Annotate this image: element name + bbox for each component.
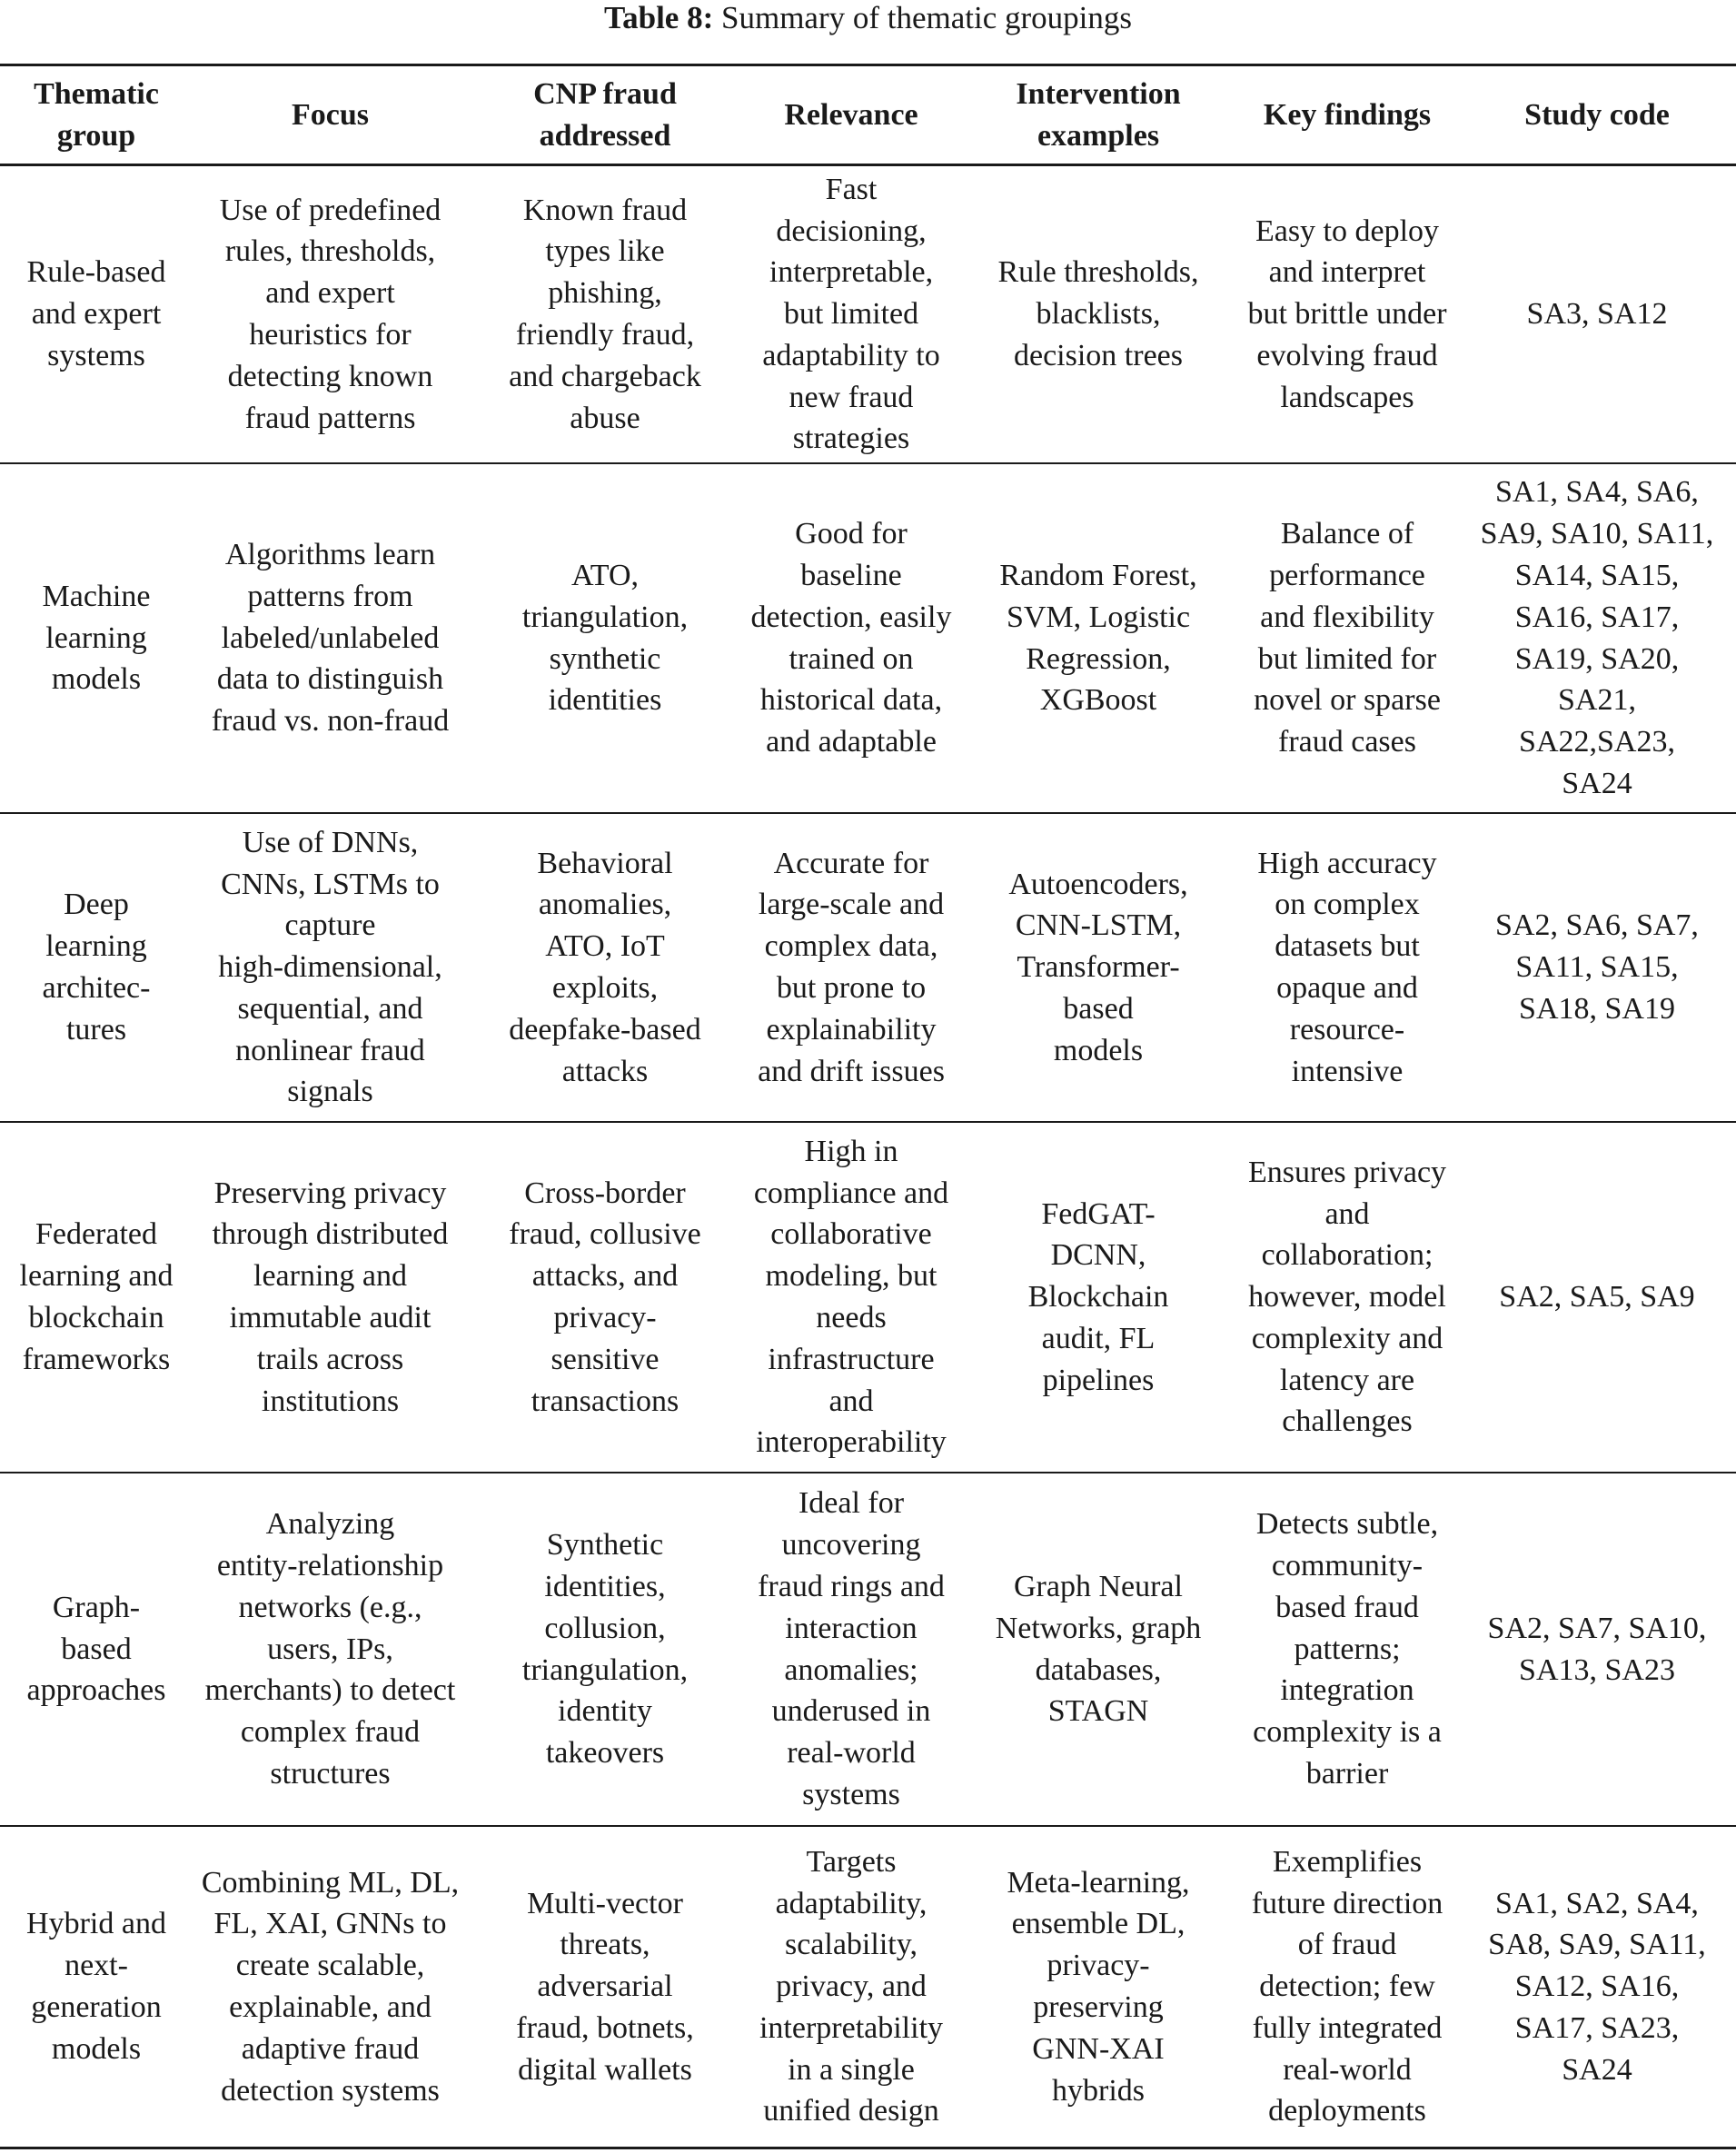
cell-findings: Balance of performance and flexibility but limited for novel or sparse fraud cases	[1254, 517, 1441, 759]
cell-relevance: Good for baseline detection, easily trained on historical data, and adaptable	[750, 517, 952, 759]
cell-findings: Ensures privacy and collaboration; however, model complexity and latency are challenges	[1247, 1155, 1447, 1439]
table-row	[0, 165, 1736, 464]
cell-focus: Combining ML, DL, FL, XAI, GNNs to create scalable, explainable, and adaptive fraud detection systems	[201, 1865, 460, 2108]
cell-interventions: FedGAT- DCNN, Blockchain audit, FL pipelines	[1027, 1196, 1169, 1397]
cell-group: Deep learning architec- tures	[42, 888, 151, 1047]
cell-interventions: Random Forest, SVM, Logistic Regression, XGBoost	[999, 558, 1197, 718]
cell-findings: Detects subtle, community- based fraud patterns; integration complexity is a barrier	[1253, 1507, 1442, 1791]
cell-group: Graph- based approaches	[26, 1590, 166, 1708]
table-row	[0, 1473, 1736, 1826]
cell-cnp: Synthetic identities, collusion, triangulation, identity takeovers	[521, 1528, 689, 1771]
cell-group: Rule-based and expert systems	[26, 255, 166, 372]
cell-focus: Preserving privacy through distributed learning and immutable audit trails across institutions	[212, 1176, 449, 1418]
cell-group: Hybrid and next- generation models	[26, 1907, 166, 2066]
table-row	[0, 1122, 1736, 1473]
cell-findings: Easy to deploy and interpret but brittle under evolving fraud landscapes	[1247, 213, 1447, 414]
cell-codes: SA1, SA2, SA4, SA8, SA9, SA11, SA12, SA16, SA17, SA23, SA24	[1488, 1886, 1706, 2087]
cell-codes: SA1, SA4, SA6, SA9, SA10, SA11, SA14, SA15, SA16, SA17, SA19, SA20, SA21, SA22,SA23, SA24	[1480, 475, 1714, 800]
cell-cnp: ATO, triangulation, synthetic identities	[521, 558, 689, 718]
table-caption	[0, 0, 1736, 45]
cell-relevance: Fast decisioning, interpretable, but limited adaptability to new fraud strategies	[762, 172, 940, 456]
header-thematic-group: Thematic group	[34, 76, 159, 153]
table-row	[0, 1826, 1736, 2148]
header-focus: Focus	[292, 97, 369, 132]
table-caption-label: Table 8:	[603, 0, 714, 35]
table-row	[0, 463, 1736, 813]
cell-interventions: Autoencoders, CNN-LSTM, Transformer- based models	[1008, 867, 1188, 1067]
table-header-row	[0, 65, 1736, 165]
cell-focus: Algorithms learn patterns from labeled/unlabeled data to distinguish fraud vs. non-fraud	[211, 538, 450, 739]
cell-cnp: Cross-border fraud, collusive attacks, and privacy- sensitive transactions	[509, 1176, 701, 1418]
table-caption-text: Summary of thematic groupings	[713, 0, 1133, 35]
header-study-code: Study code	[1524, 97, 1670, 132]
cell-relevance: Ideal for uncovering fraud rings and interaction anomalies; underused in real-world systems	[758, 1486, 945, 1811]
cell-findings: Exemplifies future direction of fraud detection; few fully integrated real-world deployments	[1251, 1844, 1443, 2128]
cell-focus: Use of predefined rules, thresholds, and expert heuristics for detecting known fraud patterns	[219, 193, 441, 435]
header-interventions: Intervention examples	[1016, 76, 1181, 153]
cell-relevance: Targets adaptability, scalability, privacy, and interpretability in a single unified design	[759, 1844, 944, 2128]
cell-group: Machine learning models	[42, 579, 151, 697]
cell-focus: Use of DNNs, CNNs, LSTMs to capture high-dimensional, sequential, and nonlinear fraud signals	[218, 825, 442, 1109]
cell-codes: SA2, SA7, SA10, SA13, SA23	[1487, 1611, 1707, 1687]
table-row	[0, 813, 1736, 1122]
thematic-groupings-table	[0, 64, 1736, 2149]
header-key-findings: Key findings	[1263, 97, 1432, 132]
header-cnp-fraud: CNP fraud addressed	[533, 76, 677, 153]
cell-relevance: Accurate for large-scale and complex data, but prone to explainability and drift issues	[758, 846, 945, 1088]
cell-relevance: High in compliance and collaborative modeling, but needs infrastructure and interoperability	[753, 1134, 949, 1460]
cell-interventions: Graph Neural Networks, graph databases, STAGN	[995, 1569, 1202, 1729]
cell-findings: High accuracy on complex datasets but opaque and resource- intensive	[1257, 846, 1437, 1088]
cell-cnp: Known fraud types like phishing, friendly fraud, and chargeback abuse	[509, 193, 701, 435]
cell-interventions: Rule thresholds, blacklists, decision trees	[997, 255, 1199, 372]
cell-interventions: Meta-learning, ensemble DL, privacy- preserving GNN-XAI hybrids	[1007, 1865, 1190, 2108]
cell-focus: Analyzing entity-relationship networks (e.g., users, IPs, merchants) to detect complex fraud structures	[204, 1507, 456, 1791]
cell-cnp: Multi-vector threats, adversarial fraud, botnets, digital wallets	[516, 1886, 694, 2087]
header-relevance: Relevance	[784, 97, 918, 132]
cell-codes: SA2, SA6, SA7, SA11, SA15, SA18, SA19	[1495, 908, 1699, 1026]
cell-codes: SA3, SA12	[1526, 297, 1668, 332]
cell-group: Federated learning and blockchain frameworks	[19, 1217, 174, 1376]
cell-cnp: Behavioral anomalies, ATO, IoT exploits, deepfake-based attacks	[509, 846, 701, 1088]
cell-codes: SA2, SA5, SA9	[1499, 1280, 1695, 1315]
